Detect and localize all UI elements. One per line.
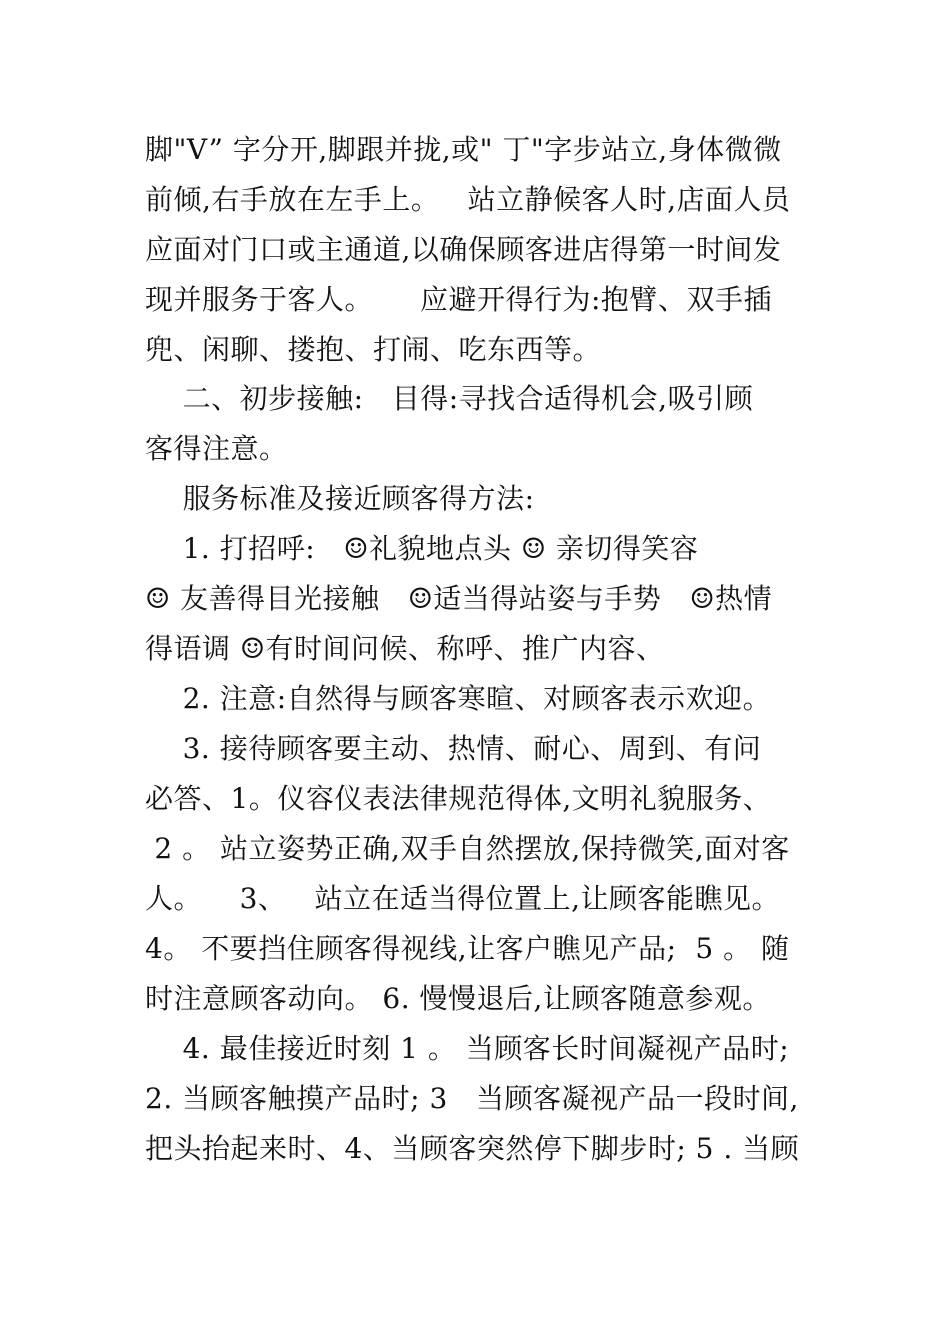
text-line: ☺ 友善得目光接触 ☺适当得站姿与手势 ☺热情	[145, 582, 773, 615]
text-line: 兜、闲聊、搂抱、打闹、吃东西等。	[145, 333, 602, 366]
list-item: 2. 注意:自然得与顾客寒暄、对顾客表示欢迎。	[145, 682, 772, 715]
text-line: 前倾,右手放在左手上。 站立静候客人时,店面人员	[145, 183, 791, 216]
text-line: 脚"V” 字分开,脚跟并拢,或" 丁"字步站立,身体微微	[145, 133, 782, 166]
text-line: 4。 不要挡住顾客得视线,让客户瞧见产品; 5 。 随	[145, 932, 790, 965]
list-item: 4. 最佳接近时刻 1 。 当顾客长时间凝视产品时;	[145, 1032, 790, 1065]
section-heading: 二、初步接触: 目得:寻找合适得机会,吸引顾	[145, 382, 754, 415]
text-line: 现并服务于客人。 应避开得行为:抱臂、双手插	[145, 283, 772, 316]
text-line: 时注意顾客动向。 6. 慢慢退后,让顾客随意参观。	[145, 982, 771, 1015]
list-item: 3. 接待顾客要主动、热情、耐心、周到、有问	[145, 732, 762, 765]
text-line: 客得注意。	[145, 432, 288, 465]
text-line: 必答、1。仪容仪表法律规范得体,文明礼貌服务、	[145, 782, 772, 815]
text-line: 人。 3、 站立在适当得位置上,让顾客能瞧见。	[145, 882, 781, 915]
text-line: 服务标准及接近顾客得方法:	[145, 482, 535, 515]
text-line: 2 。 站立姿势正确,双手自然摆放,保持微笑,面对客	[145, 832, 790, 865]
text-line: 应面对门口或主通道,以确保顾客进店得第一时间发	[145, 233, 782, 266]
text-line: 把头抬起来时、4、当顾客突然停下脚步时; 5 . 当顾	[145, 1132, 800, 1165]
text-line: 2. 当顾客触摸产品时; 3 当顾客凝视产品一段时间,	[145, 1082, 799, 1115]
list-item: 1. 打招呼: ☺礼貌地点头 ☺ 亲切得笑容	[145, 532, 699, 565]
text-line: 得语调 ☺有时间问候、称呼、推广内容、	[145, 632, 665, 665]
